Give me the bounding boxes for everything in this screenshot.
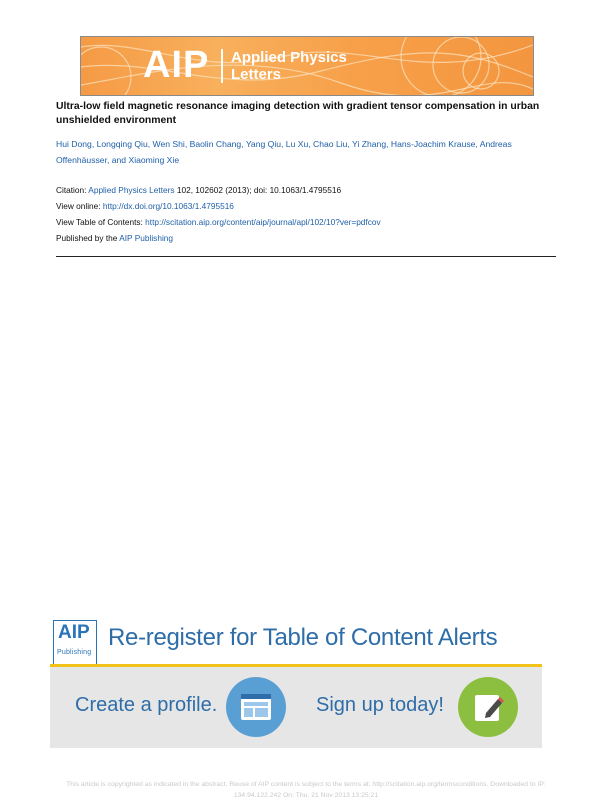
aip-publishing-logo-mark: AIP [58, 622, 90, 643]
published-label: Published by the [56, 233, 120, 243]
footer-line2: 134.94.122.242 On: Thu, 21 Nov 2013 13:25:21 [233, 792, 379, 799]
journal-name-line1: Applied Physics [231, 49, 347, 66]
ad-cta-panel [50, 667, 542, 748]
aip-publishing-logo [53, 620, 97, 666]
sign-up-link[interactable]: Sign up today! [316, 694, 444, 716]
journal-banner[interactable] [80, 36, 534, 96]
profile-form-icon-graphic [226, 677, 286, 737]
article-meta [56, 182, 556, 246]
toc-label: View Table of Contents: [56, 217, 146, 227]
logo-divider [221, 49, 223, 83]
aip-logo: AIP [143, 44, 210, 86]
view-online-line [56, 198, 556, 214]
publisher-link[interactable]: AIP Publishing [119, 233, 174, 243]
view-online-link[interactable]: http://dx.doi.org/10.1063/1.4795516 [102, 201, 234, 211]
pen-edit-icon[interactable] [458, 677, 518, 737]
ad-headline[interactable]: Re-register for Table of Content Alerts [108, 624, 498, 651]
header-divider [56, 256, 556, 257]
citation-line [56, 182, 556, 198]
toc-link[interactable]: http://scitation.aip.org/content/aip/journal/apl/102/10?ver=pdfcov [145, 217, 381, 227]
citation-details: 102, 102602 (2013); doi: 10.1063/1.4795516 [174, 185, 342, 195]
aip-publishing-logo-text: Publishing [57, 649, 92, 656]
create-profile-link[interactable]: Create a profile. [75, 694, 218, 716]
citation-journal-link[interactable]: Applied Physics Letters [88, 185, 175, 195]
toc-line [56, 214, 556, 230]
article-title[interactable]: Ultra-low field magnetic resonance imaging detection with gradient tensor compensation in urban unshielded environment [56, 101, 540, 126]
journal-name-line2: Letters [231, 66, 282, 83]
journal-name [231, 49, 347, 83]
view-online-label: View online: [56, 201, 103, 211]
toc-alert-advertisement[interactable] [50, 608, 542, 748]
author-list[interactable]: Hui Dong, Longqing Qiu, Wen Shi, Baolin Chang, Yang Qiu, Lu Xu, Chao Liu, Yi Zhang, Hans-Joachim Krause, Andreas Offenhäusser, and Xiaoming Xie [56, 139, 512, 165]
copyright-footer [20, 779, 592, 801]
footer-line1: This article is copyrighted as indicated in the abstract. Reuse of AIP content is subject to the terms at: http://scitation.aip.org/termsconditions. Downloaded to IP: [66, 781, 546, 788]
profile-form-icon[interactable] [226, 677, 286, 737]
pen-edit-icon-graphic [458, 677, 518, 737]
citation-label: Citation: [56, 185, 89, 195]
published-line [56, 230, 556, 246]
ad-header [50, 608, 542, 664]
